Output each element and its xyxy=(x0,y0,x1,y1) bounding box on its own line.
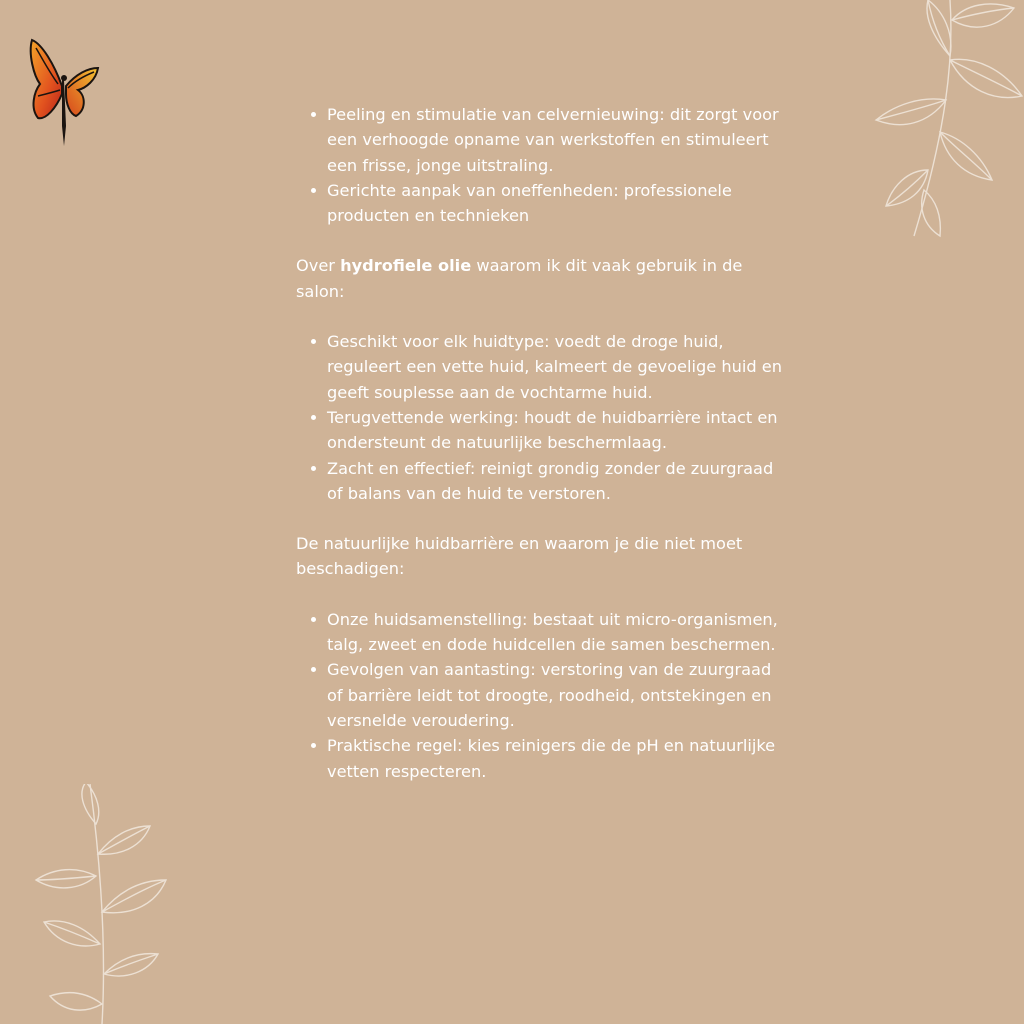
list-item-title: Geschikt voor elk huidtype: xyxy=(327,332,550,352)
list-item-text: dit zorgt voor een verhoogde opname van werkstoffen en stimuleert een frisse, jonge uitstraling. xyxy=(327,105,779,175)
list-item-text: reinigt grondig zonder de zuurgraad of balans van de huid te verstoren. xyxy=(327,458,774,503)
list-item xyxy=(296,329,786,405)
list-item xyxy=(296,456,786,507)
paragraph-suffix: waarom ik dit vaak gebruik in de salon: xyxy=(296,256,743,301)
list-item xyxy=(296,607,786,658)
leaf-branch-icon xyxy=(854,0,1024,240)
list-exfoliation xyxy=(296,102,786,228)
list-item-text: voedt de droge huid, reguleert een vette huid, kalmeert de gevoelige huid en geeft souplesse aan de vochtarme huid. xyxy=(327,332,783,402)
list-item xyxy=(296,102,786,178)
list-item-title: Zacht en effectief: xyxy=(327,458,476,478)
list-item-title: Gerichte aanpak van oneffenheden: xyxy=(327,180,619,200)
paragraph-bold: hydrofiele olie xyxy=(340,256,472,276)
list-item-title: Terugvettende werking: xyxy=(327,407,519,427)
list-item xyxy=(296,405,786,456)
list-item-text: bestaat uit micro-organismen, talg, zweet en dode huidcellen die samen beschermen. xyxy=(327,609,778,655)
paragraph-prefix: Over xyxy=(296,256,341,276)
paragraph-hydrofiele-olie xyxy=(296,253,786,304)
paragraph-huidbarriere: De natuurlijke huidbarrière en waarom je die niet moet beschadigen: xyxy=(296,534,743,579)
leaf-branch-icon xyxy=(30,784,180,1024)
list-item-title: Peeling en stimulatie van celvernieuwing: xyxy=(327,105,665,124)
list-item-title: Gevolgen van aantasting: xyxy=(327,660,536,680)
list-item-title: Onze huidsamenstelling: xyxy=(327,609,528,629)
list-item-text: professionele producten en technieken xyxy=(327,180,732,226)
list-huidbarriere xyxy=(296,607,786,784)
list-hydrofiele-olie xyxy=(296,329,786,506)
list-item-title: Praktische regel: xyxy=(327,736,463,756)
list-item xyxy=(296,733,786,784)
butterfly-logo xyxy=(24,34,104,152)
list-item-text: kies reinigers die de pH en natuurlijke vetten respecteren. xyxy=(327,736,776,781)
list-item-text: houdt de huidbarrière intact en ondersteunt de natuurlijke beschermlaag. xyxy=(327,407,778,453)
list-item xyxy=(296,657,786,733)
main-text xyxy=(296,102,786,784)
list-item-text: verstoring van de zuurgraad of barrière leidt tot droogte, roodheid, ontstekingen en versnelde veroudering. xyxy=(327,660,772,730)
list-item xyxy=(296,178,786,229)
